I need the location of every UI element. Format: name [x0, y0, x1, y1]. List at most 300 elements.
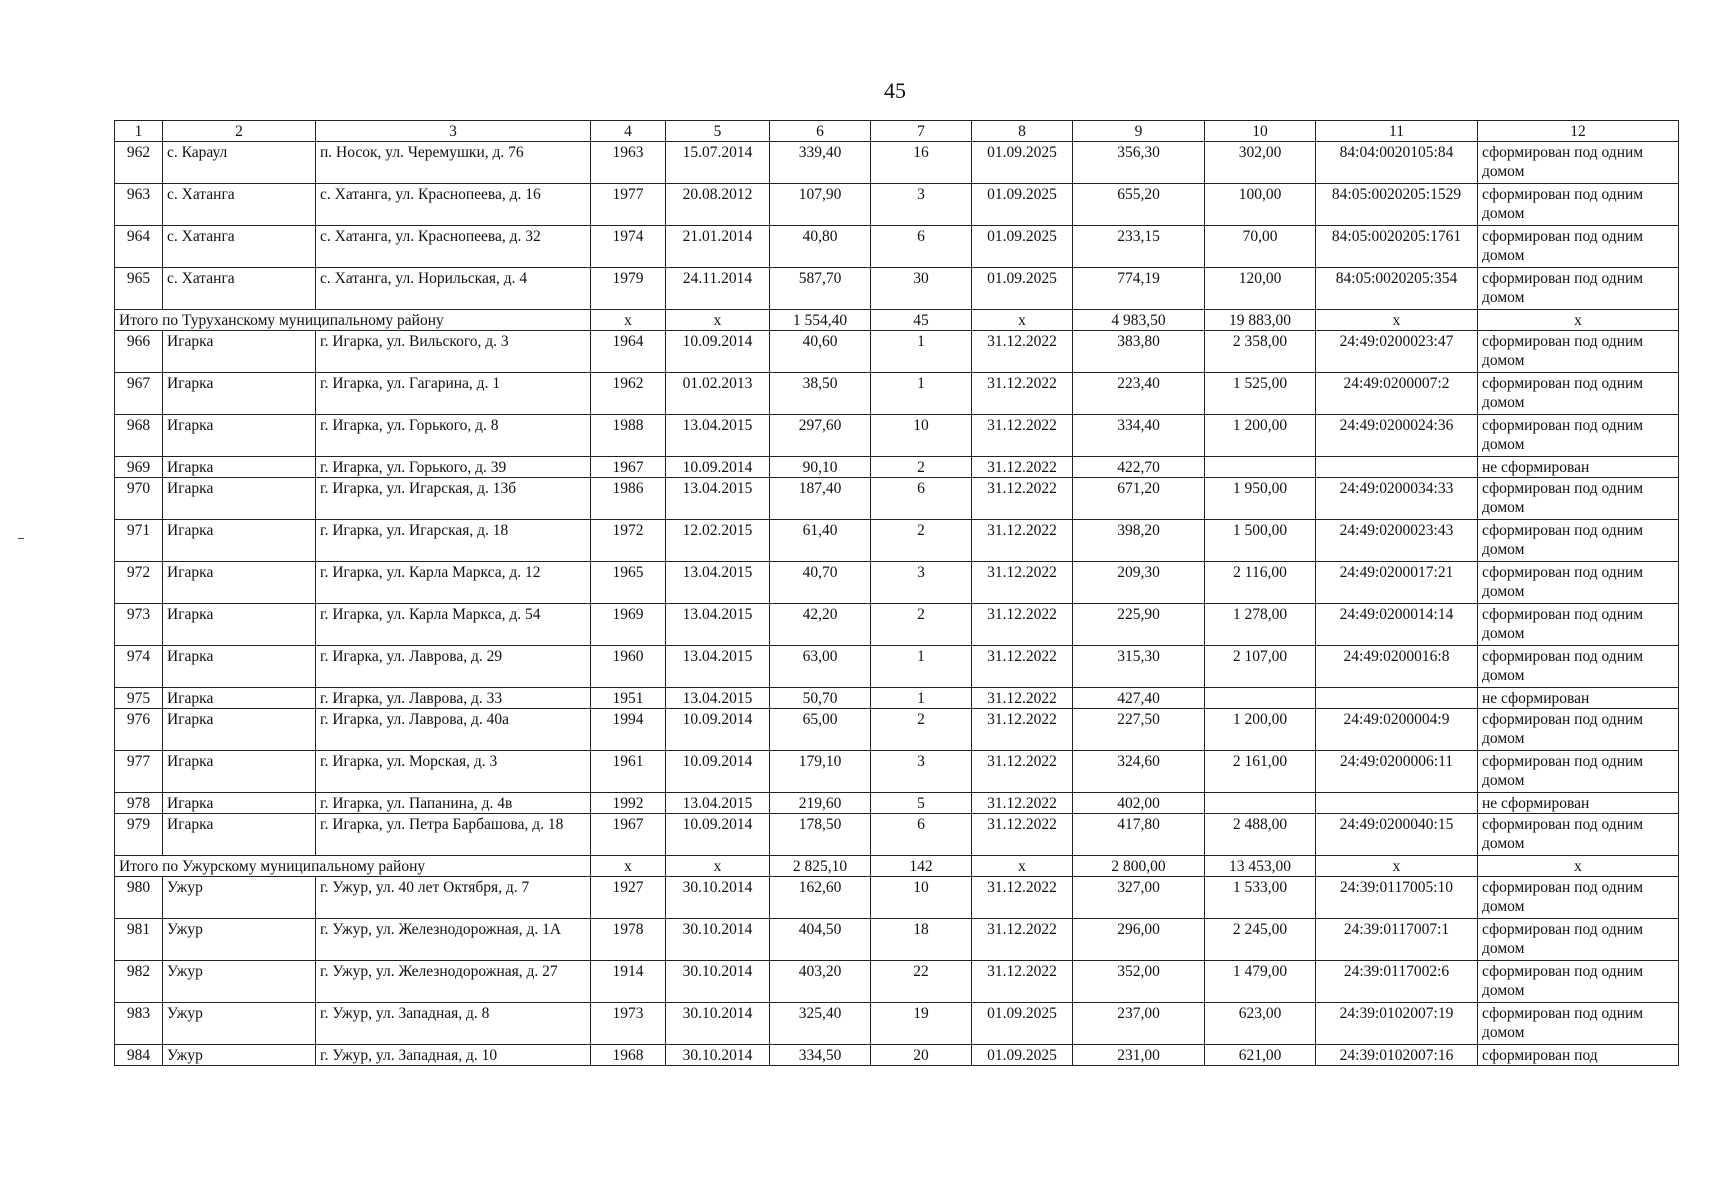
table-cell: 339,40: [770, 142, 871, 184]
table-cell: 1964: [591, 331, 666, 373]
table-cell: 13.04.2015: [666, 415, 770, 457]
table-cell: Игарка: [163, 688, 316, 709]
table-cell: 01.09.2025: [972, 184, 1073, 226]
table-cell: 01.09.2025: [972, 1045, 1073, 1066]
table-cell: 2: [871, 604, 972, 646]
table-cell: 964: [115, 226, 163, 268]
table-cell: 1994: [591, 709, 666, 751]
table-cell: 38,50: [770, 373, 871, 415]
table-cell: 24.11.2014: [666, 268, 770, 310]
total-cell: х: [972, 310, 1073, 331]
table-cell: 90,10: [770, 457, 871, 478]
table-cell: 1967: [591, 814, 666, 856]
table-cell: 977: [115, 751, 163, 793]
table-cell: Игарка: [163, 814, 316, 856]
table-cell: 24:49:0200017:21: [1316, 562, 1478, 604]
table-cell: г. Игарка, ул. Игарская, д. 13б: [316, 478, 591, 520]
table-cell: Игарка: [163, 709, 316, 751]
table-cell: Игарка: [163, 793, 316, 814]
table-cell: 6: [871, 226, 972, 268]
table-cell: сформирован под одним домом: [1478, 142, 1679, 184]
table-cell: сформирован под одним домом: [1478, 919, 1679, 961]
table-cell: 1 479,00: [1205, 961, 1316, 1003]
table-cell: Игарка: [163, 520, 316, 562]
table-cell: 1969: [591, 604, 666, 646]
table-cell: 13.04.2015: [666, 793, 770, 814]
table-cell: 01.09.2025: [972, 226, 1073, 268]
table-cell: г. Игарка, ул. Петра Барбашова, д. 18: [316, 814, 591, 856]
total-cell: 2 800,00: [1073, 856, 1205, 877]
table-cell: г. Игарка, ул. Горького, д. 39: [316, 457, 591, 478]
table-cell: 22: [871, 961, 972, 1003]
table-row: [115, 751, 1679, 793]
table-cell: 325,40: [770, 1003, 871, 1045]
table-cell: не сформирован: [1478, 457, 1679, 478]
table-cell: Ужур: [163, 919, 316, 961]
table-cell: 84:05:0020205:354: [1316, 268, 1478, 310]
column-number: 11: [1316, 121, 1478, 142]
table-cell: сформирован под одним домом: [1478, 478, 1679, 520]
table-cell: 31.12.2022: [972, 478, 1073, 520]
table-cell: 24:49:0200007:2: [1316, 373, 1478, 415]
table-cell: 24:39:0117007:1: [1316, 919, 1478, 961]
table-cell: 65,00: [770, 709, 871, 751]
table-cell: 1 200,00: [1205, 709, 1316, 751]
total-cell: х: [1316, 856, 1478, 877]
table-cell: 227,50: [1073, 709, 1205, 751]
table-cell: сформирован под одним домом: [1478, 961, 1679, 1003]
column-number-row: [115, 121, 1679, 142]
table-cell: 966: [115, 331, 163, 373]
table-cell: 1973: [591, 1003, 666, 1045]
total-cell: х: [1478, 310, 1679, 331]
table-cell: г. Игарка, ул. Лаврова, д. 40а: [316, 709, 591, 751]
table-cell: 24:39:0117005:10: [1316, 877, 1478, 919]
total-cell: х: [972, 856, 1073, 877]
table-cell: г. Игарка, ул. Лаврова, д. 33: [316, 688, 591, 709]
table-cell: 10.09.2014: [666, 751, 770, 793]
table-cell: 50,70: [770, 688, 871, 709]
table-cell: 20.08.2012: [666, 184, 770, 226]
table-cell: 10.09.2014: [666, 709, 770, 751]
table-cell: 31.12.2022: [972, 604, 1073, 646]
table-cell: 13.04.2015: [666, 562, 770, 604]
total-cell: 19 883,00: [1205, 310, 1316, 331]
table-row: [115, 184, 1679, 226]
table-cell: 6: [871, 814, 972, 856]
table-cell: 120,00: [1205, 268, 1316, 310]
table-cell: 3: [871, 184, 972, 226]
table-cell: 31.12.2022: [972, 331, 1073, 373]
table-cell: с. Хатанга: [163, 268, 316, 310]
table-cell: с. Хатанга: [163, 226, 316, 268]
table-cell: 24:49:0200004:9: [1316, 709, 1478, 751]
column-number: 7: [871, 121, 972, 142]
table-cell: 3: [871, 751, 972, 793]
table-cell: г. Игарка, ул. Карла Маркса, д. 54: [316, 604, 591, 646]
column-number: 6: [770, 121, 871, 142]
table-cell: 2 116,00: [1205, 562, 1316, 604]
table-cell: 974: [115, 646, 163, 688]
table-cell: 621,00: [1205, 1045, 1316, 1066]
table-cell: г. Игарка, ул. Лаврова, д. 29: [316, 646, 591, 688]
table-cell: 70,00: [1205, 226, 1316, 268]
table-cell: 1 525,00: [1205, 373, 1316, 415]
table-cell: [1205, 688, 1316, 709]
table-cell: 324,60: [1073, 751, 1205, 793]
table-cell: 1 500,00: [1205, 520, 1316, 562]
table-row: [115, 1045, 1679, 1066]
table-cell: 30.10.2014: [666, 1045, 770, 1066]
table-cell: Ужур: [163, 877, 316, 919]
table-cell: 107,90: [770, 184, 871, 226]
table-cell: Ужур: [163, 961, 316, 1003]
table-cell: 10.09.2014: [666, 814, 770, 856]
table-cell: сформирован под одним домом: [1478, 562, 1679, 604]
total-cell: х: [1316, 310, 1478, 331]
table-cell: 31.12.2022: [972, 709, 1073, 751]
table-cell: Игарка: [163, 646, 316, 688]
table-cell: сформирован под одним домом: [1478, 268, 1679, 310]
table-row: [115, 520, 1679, 562]
table-cell: сформирован под одним домом: [1478, 646, 1679, 688]
table-cell: 1979: [591, 268, 666, 310]
table-cell: 1986: [591, 478, 666, 520]
table-cell: г. Игарка, ул. Игарская, д. 18: [316, 520, 591, 562]
table-cell: г. Ужур, ул. Западная, д. 10: [316, 1045, 591, 1066]
table-cell: сформирован под одним домом: [1478, 604, 1679, 646]
table-cell: 1: [871, 688, 972, 709]
table-cell: сформирован под одним домом: [1478, 184, 1679, 226]
table-cell: 976: [115, 709, 163, 751]
table-cell: 315,30: [1073, 646, 1205, 688]
table-cell: г. Ужур, ул. Западная, д. 8: [316, 1003, 591, 1045]
table-cell: Игарка: [163, 331, 316, 373]
table-cell: 10.09.2014: [666, 331, 770, 373]
total-label: Итого по Ужурскому муниципальному району: [115, 856, 591, 877]
table-row: [115, 268, 1679, 310]
table-cell: 981: [115, 919, 163, 961]
table-cell: 42,20: [770, 604, 871, 646]
table-cell: 24:39:0117002:6: [1316, 961, 1478, 1003]
table-cell: 24:49:0200014:14: [1316, 604, 1478, 646]
table-cell: 969: [115, 457, 163, 478]
total-cell: 4 983,50: [1073, 310, 1205, 331]
table-cell: 427,40: [1073, 688, 1205, 709]
table-cell: Ужур: [163, 1045, 316, 1066]
table-cell: Ужур: [163, 1003, 316, 1045]
table-cell: 24:49:0200023:43: [1316, 520, 1478, 562]
table-cell: 1977: [591, 184, 666, 226]
table-cell: 31.12.2022: [972, 961, 1073, 1003]
column-number: 1: [115, 121, 163, 142]
table-cell: 334,50: [770, 1045, 871, 1066]
table-cell: [1205, 457, 1316, 478]
table-cell: 2 107,00: [1205, 646, 1316, 688]
table-cell: 12.02.2015: [666, 520, 770, 562]
total-cell: 142: [871, 856, 972, 877]
table-cell: Игарка: [163, 478, 316, 520]
table-cell: сформирован под одним домом: [1478, 226, 1679, 268]
table-cell: 63,00: [770, 646, 871, 688]
table-cell: 178,50: [770, 814, 871, 856]
table-cell: сформирован под одним домом: [1478, 415, 1679, 457]
table-cell: г. Игарка, ул. Карла Маркса, д. 12: [316, 562, 591, 604]
table-cell: 2 161,00: [1205, 751, 1316, 793]
table-cell: сформирован под: [1478, 1045, 1679, 1066]
table-cell: 10: [871, 877, 972, 919]
table-row: [115, 331, 1679, 373]
table-cell: 2 488,00: [1205, 814, 1316, 856]
table-cell: с. Хатанга: [163, 184, 316, 226]
table-cell: 20: [871, 1045, 972, 1066]
total-cell: 45: [871, 310, 972, 331]
table-cell: 19: [871, 1003, 972, 1045]
table-cell: сформирован под одним домом: [1478, 1003, 1679, 1045]
table-cell: 402,00: [1073, 793, 1205, 814]
table-cell: 1965: [591, 562, 666, 604]
table-cell: 1962: [591, 373, 666, 415]
table-cell: 979: [115, 814, 163, 856]
table-cell: с. Караул: [163, 142, 316, 184]
table-cell: 10: [871, 415, 972, 457]
table-cell: 398,20: [1073, 520, 1205, 562]
column-number: 3: [316, 121, 591, 142]
table-cell: не сформирован: [1478, 688, 1679, 709]
table-cell: г. Игарка, ул. Горького, д. 8: [316, 415, 591, 457]
table-cell: 297,60: [770, 415, 871, 457]
table-cell: 24:49:0200006:11: [1316, 751, 1478, 793]
table-cell: 31.12.2022: [972, 646, 1073, 688]
table-cell: 61,40: [770, 520, 871, 562]
table-cell: 2: [871, 457, 972, 478]
table-cell: 31.12.2022: [972, 877, 1073, 919]
table-cell: сформирован под одним домом: [1478, 520, 1679, 562]
table-cell: 40,60: [770, 331, 871, 373]
table-cell: 984: [115, 1045, 163, 1066]
table-cell: 965: [115, 268, 163, 310]
table-cell: 975: [115, 688, 163, 709]
table-cell: 15.07.2014: [666, 142, 770, 184]
table-cell: 963: [115, 184, 163, 226]
table-cell: 1967: [591, 457, 666, 478]
column-number: 9: [1073, 121, 1205, 142]
table-cell: 1978: [591, 919, 666, 961]
table-cell: 31.12.2022: [972, 751, 1073, 793]
table-cell: 970: [115, 478, 163, 520]
table-cell: 24:49:0200024:36: [1316, 415, 1478, 457]
table-cell: [1205, 793, 1316, 814]
column-number: 5: [666, 121, 770, 142]
table-cell: 296,00: [1073, 919, 1205, 961]
table-cell: 403,20: [770, 961, 871, 1003]
table-row: [115, 814, 1679, 856]
table-cell: 31.12.2022: [972, 688, 1073, 709]
table-row: [115, 919, 1679, 961]
table-cell: 24:39:0102007:16: [1316, 1045, 1478, 1066]
table-cell: 231,00: [1073, 1045, 1205, 1066]
table-cell: г. Ужур, ул. Железнодорожная, д. 27: [316, 961, 591, 1003]
total-cell: х: [1478, 856, 1679, 877]
table-cell: г. Игарка, ул. Папанина, д. 4в: [316, 793, 591, 814]
table-cell: 18: [871, 919, 972, 961]
table-cell: сформирован под одним домом: [1478, 814, 1679, 856]
table-cell: 417,80: [1073, 814, 1205, 856]
total-cell: х: [666, 310, 770, 331]
table-cell: 179,10: [770, 751, 871, 793]
table-cell: 13.04.2015: [666, 646, 770, 688]
table-cell: 31.12.2022: [972, 919, 1073, 961]
table-cell: 962: [115, 142, 163, 184]
table-cell: 225,90: [1073, 604, 1205, 646]
table-cell: сформирован под одним домом: [1478, 373, 1679, 415]
table-cell: 223,40: [1073, 373, 1205, 415]
table-cell: 334,40: [1073, 415, 1205, 457]
table-cell: 1963: [591, 142, 666, 184]
table-cell: 40,80: [770, 226, 871, 268]
table-cell: 2 358,00: [1205, 331, 1316, 373]
table-row: [115, 709, 1679, 751]
table-cell: 2 245,00: [1205, 919, 1316, 961]
table-cell: [1316, 793, 1478, 814]
table-cell: 31.12.2022: [972, 415, 1073, 457]
table-cell: 1 278,00: [1205, 604, 1316, 646]
table-cell: г. Ужур, ул. 40 лет Октября, д. 7: [316, 877, 591, 919]
table-cell: 1927: [591, 877, 666, 919]
total-cell: 2 825,10: [770, 856, 871, 877]
table-cell: 671,20: [1073, 478, 1205, 520]
table-row: [115, 457, 1679, 478]
table-cell: 30.10.2014: [666, 1003, 770, 1045]
table-cell: 16: [871, 142, 972, 184]
table-cell: 6: [871, 478, 972, 520]
column-number: 8: [972, 121, 1073, 142]
table-cell: 1: [871, 646, 972, 688]
total-label: Итого по Туруханскому муниципальному району: [115, 310, 591, 331]
table-cell: Игарка: [163, 373, 316, 415]
table-cell: 209,30: [1073, 562, 1205, 604]
column-number: 2: [163, 121, 316, 142]
table-cell: 302,00: [1205, 142, 1316, 184]
table-cell: 968: [115, 415, 163, 457]
table-cell: 01.09.2025: [972, 142, 1073, 184]
table-row: [115, 877, 1679, 919]
table-cell: 980: [115, 877, 163, 919]
table-cell: 1 200,00: [1205, 415, 1316, 457]
table-cell: 3: [871, 562, 972, 604]
table-cell: 2: [871, 520, 972, 562]
table-cell: 623,00: [1205, 1003, 1316, 1045]
table-row: [115, 415, 1679, 457]
table-cell: 31.12.2022: [972, 520, 1073, 562]
table-cell: 13.04.2015: [666, 478, 770, 520]
housing-registry-table: [114, 120, 1679, 1066]
table-row: [115, 373, 1679, 415]
table-cell: 383,80: [1073, 331, 1205, 373]
total-cell: 13 453,00: [1205, 856, 1316, 877]
table-cell: [1316, 457, 1478, 478]
table-cell: 973: [115, 604, 163, 646]
table-cell: 587,70: [770, 268, 871, 310]
table-cell: 21.01.2014: [666, 226, 770, 268]
table-cell: Игарка: [163, 562, 316, 604]
table-cell: 1988: [591, 415, 666, 457]
table-cell: 404,50: [770, 919, 871, 961]
table-cell: 100,00: [1205, 184, 1316, 226]
table-row: [115, 478, 1679, 520]
table-cell: 1961: [591, 751, 666, 793]
table-cell: 219,60: [770, 793, 871, 814]
table-cell: 01.09.2025: [972, 1003, 1073, 1045]
table-cell: Игарка: [163, 604, 316, 646]
column-number: 10: [1205, 121, 1316, 142]
table-cell: с. Хатанга, ул. Норильская, д. 4: [316, 268, 591, 310]
table-cell: 187,40: [770, 478, 871, 520]
table-cell: 24:49:0200016:8: [1316, 646, 1478, 688]
table-cell: 31.12.2022: [972, 814, 1073, 856]
table-cell: г. Игарка, ул. Вильского, д. 3: [316, 331, 591, 373]
table-cell: 13.04.2015: [666, 604, 770, 646]
table-cell: 31.12.2022: [972, 793, 1073, 814]
table-cell: сформирован под одним домом: [1478, 877, 1679, 919]
table-cell: 31.12.2022: [972, 457, 1073, 478]
table-cell: 30.10.2014: [666, 919, 770, 961]
table-cell: 13.04.2015: [666, 688, 770, 709]
page-number: 45: [884, 78, 906, 103]
table-cell: 24:39:0102007:19: [1316, 1003, 1478, 1045]
table-cell: 30: [871, 268, 972, 310]
table-cell: 978: [115, 793, 163, 814]
table-cell: 30.10.2014: [666, 961, 770, 1003]
table-row: [115, 646, 1679, 688]
table-cell: 30.10.2014: [666, 877, 770, 919]
table-cell: не сформирован: [1478, 793, 1679, 814]
table-cell: 352,00: [1073, 961, 1205, 1003]
table-cell: Игарка: [163, 415, 316, 457]
table-cell: 01.09.2025: [972, 268, 1073, 310]
table-cell: 1 950,00: [1205, 478, 1316, 520]
table-cell: п. Носок, ул. Черемушки, д. 76: [316, 142, 591, 184]
table-cell: 972: [115, 562, 163, 604]
table-cell: 237,00: [1073, 1003, 1205, 1045]
table-cell: 24:49:0200023:47: [1316, 331, 1478, 373]
table-cell: сформирован под одним домом: [1478, 331, 1679, 373]
total-cell: 1 554,40: [770, 310, 871, 331]
table-cell: г. Игарка, ул. Гагарина, д. 1: [316, 373, 591, 415]
table-cell: 983: [115, 1003, 163, 1045]
total-cell: х: [591, 856, 666, 877]
table-cell: 1972: [591, 520, 666, 562]
margin-mark: [18, 538, 24, 539]
table-cell: 971: [115, 520, 163, 562]
table-cell: 655,20: [1073, 184, 1205, 226]
table-row: [115, 688, 1679, 709]
table-row: [115, 604, 1679, 646]
table-cell: 1960: [591, 646, 666, 688]
table-cell: Игарка: [163, 751, 316, 793]
table-cell: 84:05:0020205:1529: [1316, 184, 1478, 226]
table-cell: 1968: [591, 1045, 666, 1066]
table-cell: 1: [871, 331, 972, 373]
table-row: [115, 793, 1679, 814]
column-number: 4: [591, 121, 666, 142]
table-cell: г. Игарка, ул. Морская, д. 3: [316, 751, 591, 793]
table-cell: сформирован под одним домом: [1478, 751, 1679, 793]
district-total-row: [115, 310, 1679, 331]
table-row: [115, 1003, 1679, 1045]
table-cell: 356,30: [1073, 142, 1205, 184]
table-cell: с. Хатанга, ул. Краснопеева, д. 32: [316, 226, 591, 268]
